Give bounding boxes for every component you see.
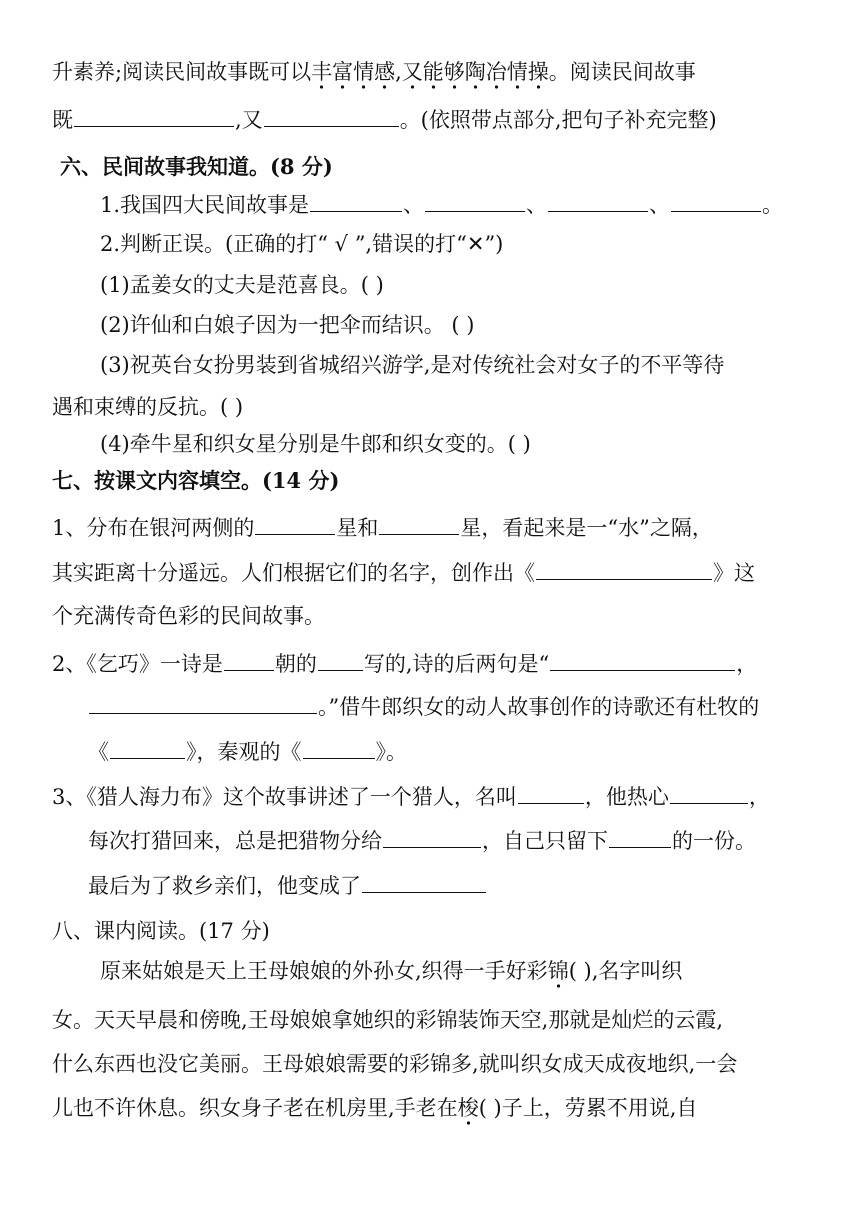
text: ，自己只留下 xyxy=(482,829,608,853)
passage-line-3: 什么东西也没它美丽。王母娘娘需要的彩锦多,就叫织女成天成夜地织,一会 xyxy=(52,1052,738,1076)
q7-2-line1 xyxy=(52,650,757,678)
text: 星和 xyxy=(336,516,379,540)
answer-blank[interactable] xyxy=(518,783,584,804)
text: 既 xyxy=(52,108,73,132)
text: 的一份。 xyxy=(672,829,756,853)
passage-line-4 xyxy=(52,1094,697,1122)
q6-2-item-3-line1: (3)祝英台女扮男装到省城绍兴游学,是对传统社会对女子的不平等待 xyxy=(100,353,725,377)
text: 1.我国四大民间故事是 xyxy=(100,193,310,217)
q7-3-line2 xyxy=(88,827,756,855)
text: 儿也不许休息。织女身子老在机房里,手老在 xyxy=(52,1096,458,1120)
q7-3-line3 xyxy=(88,872,487,900)
q6-2: 2.判断正误。(正确的打“ √ ”,错误的打“✕”) xyxy=(100,232,504,256)
text: 。阅读民间故事 xyxy=(548,60,696,84)
q7-1-line1 xyxy=(52,514,713,542)
text: 3、《猎人海力布》这个故事讲述了一个猎人，名叫 xyxy=(52,785,517,809)
text: 。(依照带点部分,把句子补充完整) xyxy=(399,108,717,132)
text: 。”借牛郎织女的动人故事创作的诗歌还有杜牧的 xyxy=(318,695,760,719)
q7-3-line1 xyxy=(52,783,770,811)
answer-blank[interactable] xyxy=(536,559,712,580)
dotted-phrase: 又能够 xyxy=(402,60,465,90)
text: 》。 xyxy=(375,740,407,764)
answer-blank[interactable] xyxy=(425,191,525,212)
text: 。 xyxy=(762,193,784,217)
answer-blank[interactable] xyxy=(318,650,363,671)
section-8-heading: 八、课内阅读。(17 分) xyxy=(52,919,270,943)
answer-blank[interactable] xyxy=(110,738,185,759)
answer-blank[interactable] xyxy=(362,872,486,893)
passage-line-1 xyxy=(100,957,682,985)
answer-blank[interactable] xyxy=(74,106,234,127)
answer-blank[interactable] xyxy=(379,514,459,535)
answer-blank[interactable] xyxy=(548,191,648,212)
text: 朝的 xyxy=(274,652,317,676)
text: ， xyxy=(736,652,758,676)
text: ( ),名字叫织 xyxy=(568,959,683,983)
section-6-heading: 六、民间故事我知道。(8 分) xyxy=(60,154,333,179)
text: 、 xyxy=(403,193,425,217)
section-7-heading: 七、按课文内容填空。(14 分) xyxy=(52,468,340,493)
answer-blank[interactable] xyxy=(670,783,748,804)
answer-blank[interactable] xyxy=(671,191,761,212)
text: 写的,诗的后两句是“ xyxy=(363,652,550,676)
dotted-phrase: 陶冶情操 xyxy=(465,60,549,90)
text: 每次打猎回来，总是把猎物分给 xyxy=(88,829,382,853)
q7-2-line2 xyxy=(88,693,759,721)
text: ( )子上，劳累不用说,自 xyxy=(478,1096,698,1120)
text: ， xyxy=(748,785,770,809)
answer-blank[interactable] xyxy=(609,827,671,848)
answer-blank[interactable] xyxy=(89,693,317,714)
text: 最后为了救乡亲们，他变成了 xyxy=(88,874,361,898)
text: 、 xyxy=(649,193,671,217)
text: 星，看起来是一“水”之隔， xyxy=(460,516,713,540)
q7-1-line2 xyxy=(52,559,755,587)
answer-blank[interactable] xyxy=(224,650,274,671)
answer-blank[interactable] xyxy=(255,514,335,535)
q6-2-item-2: (2)许仙和白娘子因为一把伞而结识。 ( ) xyxy=(100,313,475,337)
q6-2-item-3-line2: 遇和束缚的反抗。( ) xyxy=(52,395,244,419)
answer-blank[interactable] xyxy=(303,738,375,759)
text: , xyxy=(395,60,402,84)
q6-2-item-1: (1)孟姜女的丈夫是范喜良。( ) xyxy=(100,273,384,297)
section5-text-line xyxy=(52,58,696,86)
text: 《 xyxy=(88,740,109,764)
text: 原来姑娘是天上王母娘娘的外孙女,织得一手好彩 xyxy=(100,959,548,983)
text: 》这 xyxy=(713,561,755,585)
dotted-phrase: 丰富情感 xyxy=(311,60,395,90)
answer-blank[interactable] xyxy=(310,191,402,212)
text: 》，秦观的《 xyxy=(186,740,302,764)
text: ,又 xyxy=(235,108,263,132)
dotted-char: 梭 xyxy=(458,1096,479,1126)
q6-2-item-4: (4)牵牛星和织女星分别是牛郎和织女变的。( ) xyxy=(100,432,531,456)
text: 升素养;阅读民间故事既可以 xyxy=(52,60,312,84)
passage-line-2: 女。天天早晨和傍晚,王母娘娘拿她织的彩锦装饰天空,那就是灿烂的云霞, xyxy=(52,1008,724,1032)
text: 、 xyxy=(526,193,548,217)
section5-fill-line xyxy=(52,106,717,134)
answer-blank[interactable] xyxy=(550,650,735,671)
q7-1-line3: 个充满传奇色彩的民间故事。 xyxy=(52,604,325,628)
text: ，他热心 xyxy=(584,785,669,809)
text: 其实距离十分遥远。人们根据它们的名字，创作出《 xyxy=(52,561,535,585)
text: 2、《乞巧》一诗是 xyxy=(52,652,223,676)
dotted-char: 锦 xyxy=(548,959,569,989)
q7-2-line3 xyxy=(88,738,407,766)
answer-blank[interactable] xyxy=(383,827,481,848)
q6-1 xyxy=(100,191,783,219)
text: 1、分布在银河两侧的 xyxy=(52,516,255,540)
answer-blank[interactable] xyxy=(264,106,399,127)
